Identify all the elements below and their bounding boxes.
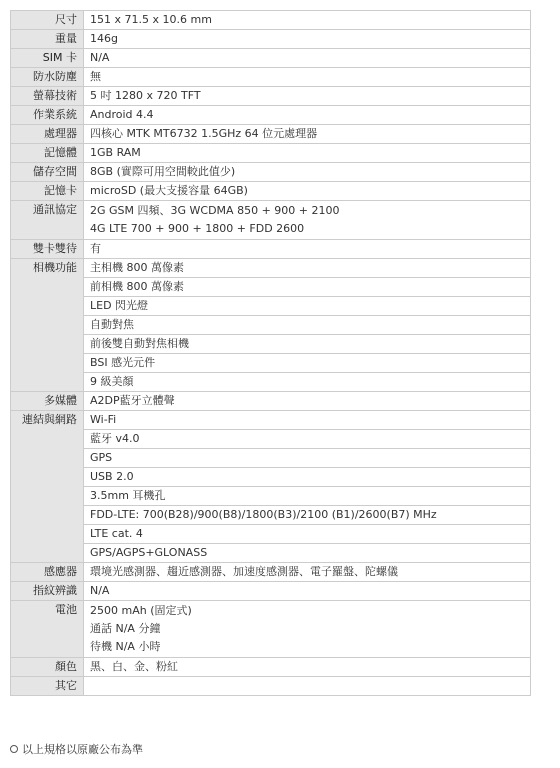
spec-value [84, 601, 531, 658]
spec-value: LED 閃光燈 [84, 297, 531, 316]
spec-value: 有 [84, 240, 531, 259]
spec-value: USB 2.0 [84, 468, 531, 487]
spec-value: FDD-LTE: 700(B28)/900(B8)/1800(B3)/2100 (B1)/2600(B7) MHz [84, 506, 531, 525]
spec-label: 通訊協定 [11, 201, 84, 240]
spec-value: 自動對焦 [84, 316, 531, 335]
spec-label: 重量 [11, 30, 84, 49]
spec-row [11, 106, 531, 125]
spec-row [11, 525, 531, 544]
spec-row [11, 677, 531, 696]
spec-row [11, 335, 531, 354]
spec-row [11, 373, 531, 392]
spec-row [11, 563, 531, 582]
spec-label: 防水防塵 [11, 68, 84, 87]
spec-row [11, 430, 531, 449]
spec-value: 藍牙 v4.0 [84, 430, 531, 449]
spec-label: 作業系統 [11, 106, 84, 125]
spec-row [11, 487, 531, 506]
spec-row [11, 125, 531, 144]
spec-value [84, 201, 531, 240]
spec-value: 3.5mm 耳機孔 [84, 487, 531, 506]
spec-value: BSI 感光元件 [84, 354, 531, 373]
spec-label: 尺寸 [11, 11, 84, 30]
spec-label: 感應器 [11, 563, 84, 582]
spec-label: 雙卡雙待 [11, 240, 84, 259]
spec-value: 無 [84, 68, 531, 87]
spec-label: 電池 [11, 601, 84, 658]
spec-row [11, 601, 531, 658]
spec-value: 前後雙自動對焦相機 [84, 335, 531, 354]
spec-label: 處理器 [11, 125, 84, 144]
spec-label: 記憶卡 [11, 182, 84, 201]
spec-value: GPS/AGPS+GLONASS [84, 544, 531, 563]
spec-row [11, 544, 531, 563]
spec-label: 指紋辨識 [11, 582, 84, 601]
spec-value: GPS [84, 449, 531, 468]
spec-row [11, 240, 531, 259]
spec-value: 9 級美顏 [84, 373, 531, 392]
spec-value-line: 待機 N/A 小時 [90, 640, 161, 653]
spec-value: Android 4.4 [84, 106, 531, 125]
spec-value-line: 4G LTE 700 + 900 + 1800 + FDD 2600 [90, 222, 305, 235]
spec-value-line: 2G GSM 四頻、3G WCDMA 850 + 900 + 2100 [90, 204, 340, 217]
spec-label: 螢幕技術 [11, 87, 84, 106]
spec-table-body [11, 11, 531, 696]
spec-value: A2DP藍牙立體聲 [84, 392, 531, 411]
spec-row [11, 68, 531, 87]
spec-value: 1GB RAM [84, 144, 531, 163]
spec-label: SIM 卡 [11, 49, 84, 68]
spec-label: 連結與網路 [11, 411, 84, 563]
spec-label: 相機功能 [11, 259, 84, 392]
spec-value: LTE cat. 4 [84, 525, 531, 544]
spec-row [11, 411, 531, 430]
spec-value: Wi-Fi [84, 411, 531, 430]
spec-value: 8GB (實際可用空間較此值少) [84, 163, 531, 182]
spec-row [11, 11, 531, 30]
spec-row [11, 87, 531, 106]
spec-row [11, 163, 531, 182]
footnote-text: 以上規格以原廠公布為準 [22, 743, 143, 756]
spec-label: 多媒體 [11, 392, 84, 411]
spec-row [11, 182, 531, 201]
spec-value: 146g [84, 30, 531, 49]
spec-row [11, 30, 531, 49]
spec-row [11, 449, 531, 468]
spec-row [11, 278, 531, 297]
spec-value: 四核心 MTK MT6732 1.5GHz 64 位元處理器 [84, 125, 531, 144]
spec-row [11, 201, 531, 240]
spec-value: 151 x 71.5 x 10.6 mm [84, 11, 531, 30]
spec-row [11, 354, 531, 373]
spec-row [11, 506, 531, 525]
spec-value: 5 吋 1280 x 720 TFT [84, 87, 531, 106]
spec-row [11, 316, 531, 335]
spec-value: 前相機 800 萬像素 [84, 278, 531, 297]
bullet-icon [10, 745, 18, 753]
spec-table [10, 10, 531, 696]
spec-value: N/A [84, 49, 531, 68]
spec-row [11, 297, 531, 316]
spec-value: microSD (最大支援容量 64GB) [84, 182, 531, 201]
spec-row [11, 144, 531, 163]
spec-row [11, 392, 531, 411]
spec-label: 記憶體 [11, 144, 84, 163]
spec-value: 主相機 800 萬像素 [84, 259, 531, 278]
spec-value-line: 2500 mAh (固定式) [90, 604, 192, 617]
spec-value: 黑、白、金、粉紅 [84, 658, 531, 677]
footnote [10, 741, 143, 757]
spec-label: 顏色 [11, 658, 84, 677]
spec-row [11, 658, 531, 677]
spec-value [84, 677, 531, 696]
spec-row [11, 259, 531, 278]
spec-label: 其它 [11, 677, 84, 696]
spec-label: 儲存空間 [11, 163, 84, 182]
spec-row [11, 468, 531, 487]
spec-row [11, 582, 531, 601]
spec-value: N/A [84, 582, 531, 601]
spec-row [11, 49, 531, 68]
spec-value: 環境光感測器、趨近感測器、加速度感測器、電子羅盤、陀螺儀 [84, 563, 531, 582]
spec-value-line: 通話 N/A 分鐘 [90, 622, 161, 635]
